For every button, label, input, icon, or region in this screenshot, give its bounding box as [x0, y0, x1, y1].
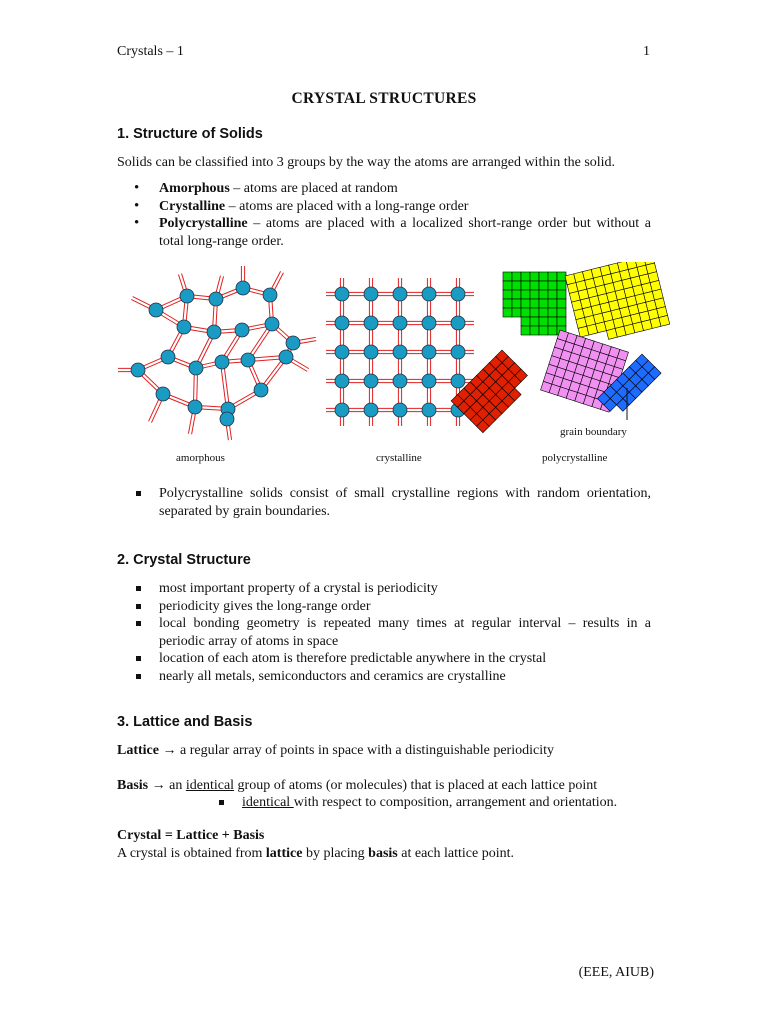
- atom: [286, 336, 300, 350]
- atom: [254, 383, 268, 397]
- atom: [188, 400, 202, 414]
- atom: [215, 355, 229, 369]
- amorphous-diagram: [118, 266, 316, 440]
- atom: [364, 316, 378, 330]
- lattice-definition-text: a regular array of points in space with a distinguishable periodicity: [176, 743, 554, 758]
- grain-boundary-label: grain boundary: [560, 426, 627, 438]
- atom: [422, 287, 436, 301]
- caption-amorphous: amorphous: [176, 452, 225, 464]
- basis-sub-list: [200, 794, 660, 812]
- red-grain: [451, 350, 534, 433]
- grain-cell: [539, 290, 548, 299]
- grain-cell: [548, 272, 557, 281]
- basis-sub-underlined: identical: [242, 795, 294, 810]
- atom: [335, 316, 349, 330]
- atom: [451, 287, 465, 301]
- section-1-bullet-list: [117, 180, 651, 250]
- grain-cell: [530, 299, 539, 308]
- grain-cell: [548, 281, 557, 290]
- atom: [207, 325, 221, 339]
- page-header-title: Crystals – 1: [117, 44, 184, 59]
- grain-cell: [548, 308, 557, 317]
- grain-cell: [659, 315, 670, 326]
- list-item: [117, 180, 651, 198]
- grain-cell: [557, 299, 566, 308]
- crystalline-diagram: [326, 278, 474, 426]
- atom: [393, 287, 407, 301]
- caption-polycrystalline: polycrystalline: [542, 452, 608, 464]
- atom: [161, 350, 175, 364]
- grain-cell: [512, 308, 521, 317]
- grain-cell: [548, 290, 557, 299]
- term-polycrystalline: Polycrystalline: [159, 216, 248, 231]
- grain-cell: [521, 308, 530, 317]
- crystal-statement-text: by placing: [302, 846, 369, 861]
- list-item: Polycrystalline solids consist of small crystalline regions with random orientation, separated by grain boundaries.: [117, 485, 651, 520]
- atom: [335, 374, 349, 388]
- grain-cell: [530, 290, 539, 299]
- section-2-bullet-list: [117, 580, 651, 685]
- polycrystalline-diagram: [451, 262, 670, 433]
- atom: [263, 288, 277, 302]
- atom: [265, 317, 279, 331]
- atom: [220, 412, 234, 426]
- list-item-text: – atoms are placed at random: [229, 181, 398, 196]
- atom: [156, 387, 170, 401]
- grain-cell: [503, 272, 512, 281]
- term-amorphous: Amorphous: [159, 181, 230, 196]
- atom: [189, 361, 203, 375]
- grain-cell: [530, 326, 539, 335]
- grain-cell: [512, 281, 521, 290]
- atom: [393, 403, 407, 417]
- grain-cell: [557, 317, 566, 326]
- grain-cell: [503, 290, 512, 299]
- term-basis: Basis: [117, 778, 149, 793]
- grain-cell: [539, 317, 548, 326]
- list-item: [200, 794, 660, 812]
- crystal-equation: Crystal = Lattice + Basis: [117, 828, 265, 843]
- basis-def-text: an: [165, 778, 186, 793]
- list-item: location of each atom is therefore predictable anywhere in the crystal: [117, 650, 651, 668]
- grain-cell: [539, 326, 548, 335]
- term-crystalline: Crystalline: [159, 198, 226, 214]
- grain-cell: [512, 290, 521, 299]
- page-number: 1: [643, 44, 650, 59]
- atom: [364, 345, 378, 359]
- list-item: local bonding geometry is repeated many times at regular interval – results in a periodic array of atoms in space: [117, 615, 651, 650]
- arrow-symbol: →: [151, 778, 166, 793]
- grain-cell: [521, 290, 530, 299]
- atom: [364, 403, 378, 417]
- list-item: [117, 215, 651, 250]
- atom: [131, 363, 145, 377]
- list-item: [117, 198, 651, 216]
- grain-cell: [530, 317, 539, 326]
- atom: [236, 281, 250, 295]
- atom: [335, 287, 349, 301]
- grain-cell: [557, 290, 566, 299]
- grain-cell: [548, 317, 557, 326]
- section-3-heading: 3. Lattice and Basis: [117, 714, 253, 730]
- atom: [422, 374, 436, 388]
- atom: [335, 403, 349, 417]
- grain-cell: [539, 299, 548, 308]
- list-item: most important property of a crystal is periodicity: [117, 580, 651, 598]
- list-item-text: – atoms are placed with a localized short-range order but without a total long-range order.: [159, 216, 651, 249]
- section-1-heading: 1. Structure of Solids: [117, 126, 263, 142]
- atom: [279, 350, 293, 364]
- grain-cell: [539, 272, 548, 281]
- atom: [422, 316, 436, 330]
- grain-cell: [521, 281, 530, 290]
- section-1-note-list: [117, 485, 651, 520]
- arrow-symbol: →: [162, 743, 177, 758]
- grain-cell: [521, 317, 530, 326]
- document-title: CRYSTAL STRUCTURES: [291, 90, 477, 107]
- grain-cell: [557, 308, 566, 317]
- grain-cell: [557, 281, 566, 290]
- yellow-grain: [565, 262, 670, 346]
- atom: [393, 374, 407, 388]
- atom: [451, 345, 465, 359]
- basis-definition: [117, 777, 651, 795]
- atom: [149, 303, 163, 317]
- list-item-text: with respect to composition, arrangement and orientation.: [293, 795, 618, 810]
- atom: [364, 287, 378, 301]
- grain-cell: [530, 281, 539, 290]
- atom: [209, 292, 223, 306]
- basis-def-text: group of atoms (or molecules) that is placed at each lattice point: [234, 778, 598, 793]
- atom: [177, 320, 191, 334]
- crystal-statement-text: at each lattice point.: [397, 846, 514, 861]
- grain-cell: [521, 272, 530, 281]
- atom: [451, 374, 465, 388]
- grain-cell: [539, 281, 548, 290]
- atom: [364, 374, 378, 388]
- grain-cell: [521, 299, 530, 308]
- grain-cell: [539, 308, 548, 317]
- grain-cell: [512, 272, 521, 281]
- atom: [422, 403, 436, 417]
- green-grain: [503, 272, 566, 335]
- atom: [235, 323, 249, 337]
- list-item: nearly all metals, semiconductors and ceramics are crystalline: [117, 668, 651, 686]
- grain-cell: [521, 326, 530, 335]
- lattice-definition: [117, 742, 651, 760]
- grain-cell: [548, 326, 557, 335]
- atom: [393, 316, 407, 330]
- grain-cell: [530, 308, 539, 317]
- grain-cell: [503, 308, 512, 317]
- grain-cell: [548, 299, 557, 308]
- term-basis-bold: basis: [368, 846, 398, 861]
- term-lattice-bold: lattice: [265, 846, 303, 861]
- list-item: periodicity gives the long-range order: [117, 598, 651, 616]
- grain-cell: [503, 299, 512, 308]
- atom: [335, 345, 349, 359]
- atom: [422, 345, 436, 359]
- crystal-statement-text: A crystal is obtained from: [117, 846, 266, 861]
- atom: [180, 289, 194, 303]
- list-item-text: – atoms are placed with a long-range order: [225, 198, 469, 214]
- atom: [451, 316, 465, 330]
- grain-cell: [557, 272, 566, 281]
- page-footer: (EEE, AIUB): [578, 965, 654, 980]
- atom: [393, 345, 407, 359]
- grain-cell: [503, 281, 512, 290]
- grain-cell: [530, 272, 539, 281]
- solids-structure-figure: [110, 262, 670, 442]
- term-lattice: Lattice: [117, 743, 159, 758]
- crystal-statement: [117, 845, 651, 863]
- basis-def-underlined: identical: [185, 778, 235, 793]
- atom: [241, 353, 255, 367]
- section-2-heading: 2. Crystal Structure: [117, 552, 251, 568]
- grain-cell: [512, 299, 521, 308]
- caption-crystalline: crystalline: [376, 452, 422, 464]
- section-1-intro: Solids can be classified into 3 groups by the way the atoms are arranged within the solid.: [117, 155, 616, 170]
